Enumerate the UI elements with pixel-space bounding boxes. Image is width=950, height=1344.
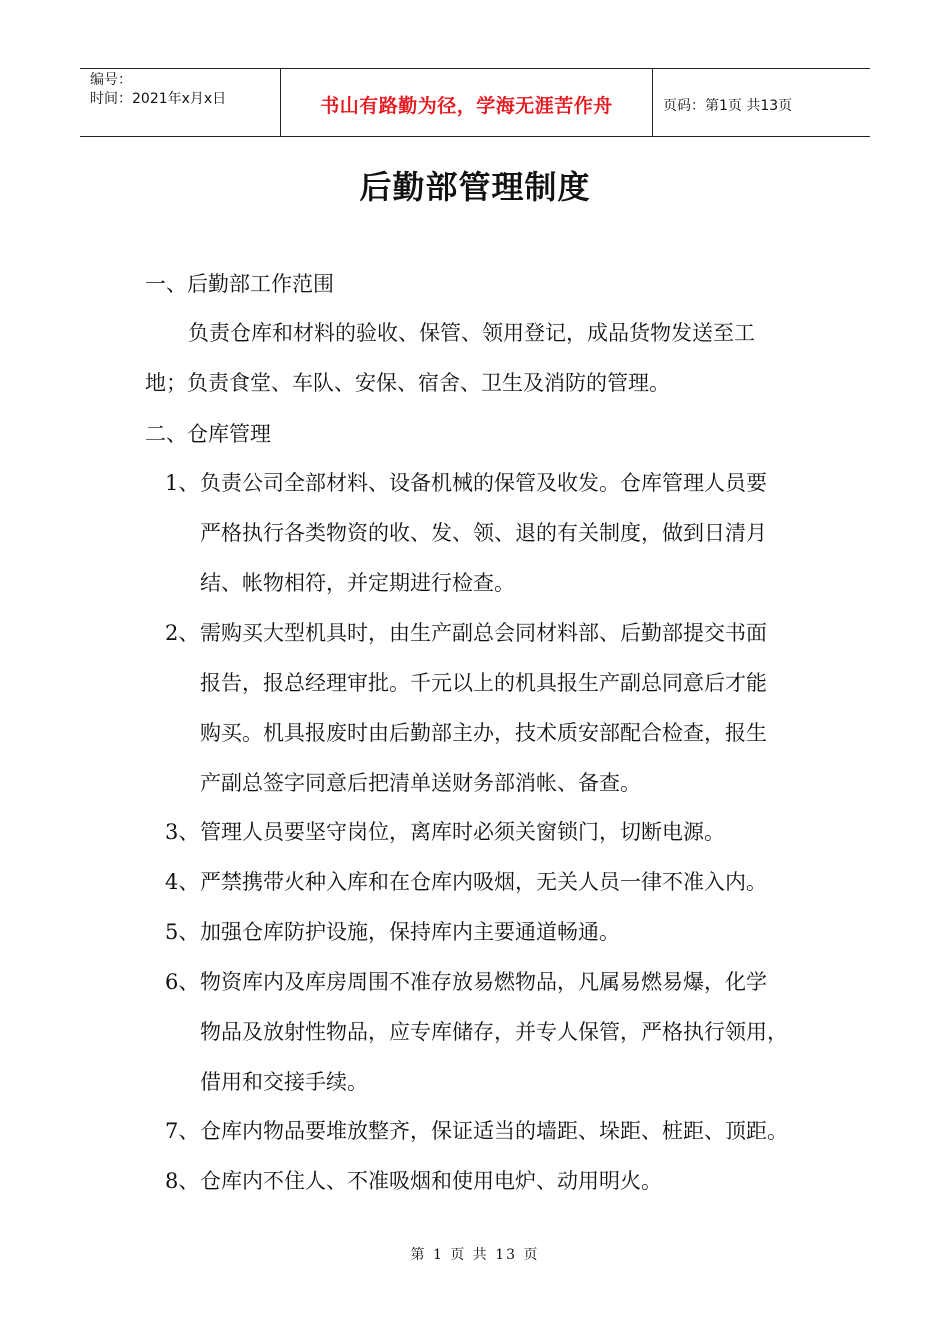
document-title: 后勤部管理制度 <box>359 168 591 206</box>
list-item-number: 7、 <box>165 1119 200 1143</box>
section1-heading: 一、后勤部工作范围 <box>145 272 334 296</box>
list-item-number: 6、 <box>165 970 200 994</box>
list-item-number: 5、 <box>165 920 200 944</box>
list-item-number: 4、 <box>165 870 200 894</box>
list-item-number: 2、 <box>165 621 200 645</box>
list-item-number: 8、 <box>165 1169 200 1193</box>
section1-para-line: 地；负责食堂、车队、安保、宿舍、卫生及消防的管理。 <box>145 371 670 395</box>
list-item-line: 仓库内不住人、不准吸烟和使用电炉、动用明火。 <box>200 1169 662 1193</box>
list-item-line: 需购买大型机具时，由生产副总会同材料部、后勤部提交书面 <box>200 621 767 645</box>
page-footer: 第 1 页 共 13 页 <box>410 1247 540 1263</box>
page-header <box>80 68 870 137</box>
list-item-line: 严格执行各类物资的收、发、领、退的有关制度，做到日清月 <box>200 521 767 545</box>
number-label: 编号： <box>90 72 132 88</box>
list-item-line: 加强仓库防护设施，保持库内主要通道畅通。 <box>200 920 620 944</box>
list-item-line: 负责公司全部材料、设备机械的保管及收发。仓库管理人员要 <box>200 471 767 495</box>
list-item-line: 严禁携带火种入库和在仓库内吸烟，无关人员一律不准入内。 <box>200 870 767 894</box>
list-item-line: 购买。机具报废时由后勤部主办，技术质安部配合检查，报生 <box>200 721 767 745</box>
list-item-line: 管理人员要坚守岗位，离库时必须关窗锁门，切断电源。 <box>200 820 725 844</box>
list-item-line: 报告，报总经理审批。千元以上的机具报生产副总同意后才能 <box>200 671 767 695</box>
section1-para-line: 负责仓库和材料的验收、保管、领用登记，成品货物发送至工 <box>188 321 755 345</box>
list-item-line: 借用和交接手续。 <box>200 1070 368 1094</box>
section2-heading: 二、仓库管理 <box>145 422 271 446</box>
list-item-line: 物资库内及库房周围不准存放易燃物品，凡属易燃易爆，化学 <box>200 970 767 994</box>
list-item-line: 结、帐物相符，并定期进行检查。 <box>200 571 515 595</box>
header-motto: 书山有路勤为径，学海无涯苦作舟 <box>281 69 653 136</box>
list-item-number: 1、 <box>165 471 200 495</box>
header-meta <box>80 69 281 136</box>
list-item-line: 物品及放射性物品，应专库储存，并专人保管，严格执行领用， <box>200 1020 788 1044</box>
time-label: 时间：2021年x月x日 <box>90 91 227 107</box>
list-item-line: 产副总签字同意后把清单送财务部消帐、备查。 <box>200 771 641 795</box>
list-item-number: 3、 <box>165 820 200 844</box>
header-page-info: 页码：第1页 共13页 <box>663 97 793 114</box>
list-item-line: 仓库内物品要堆放整齐，保证适当的墙距、垛距、桩距、顶距。 <box>200 1119 788 1143</box>
